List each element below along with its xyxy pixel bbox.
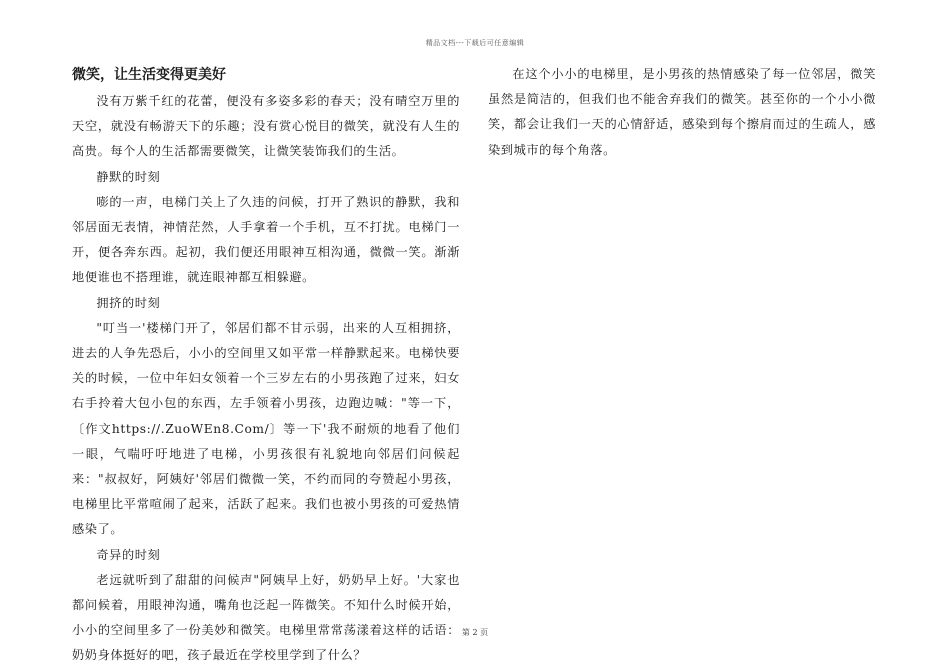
section-heading-silent: 静默的时刻: [96, 169, 161, 184]
paragraph-strange: 老远就听到了甜甜的问候声"阿姨早上好，奶奶早上好。'大家也都问候着，用眼神沟通，嘴角也泛起一阵微笑。不知什么时候开始，小小的空间里多了一份美妙和微笑。电梯里常常荡漾着这样的话语：奶奶身体挺好的吧，孩子最近在学校里学到了什么？: [72, 572, 460, 663]
section-heading-strange: 奇异的时刻: [96, 547, 161, 562]
right-column: [488, 62, 876, 163]
intro-paragraph: 没有万紫千红的花蕾，便没有多姿多彩的春天；没有晴空万里的天空，就没有畅游天下的乐趣；没有赏心悦目的微笑，就没有人生的高贵。每个人的生活都需要微笑，让微笑装饰我们的生活。: [72, 94, 460, 159]
section-heading-crowded: 拥挤的时刻: [96, 295, 161, 310]
article-title: 微笑，让生活变得更美好: [72, 67, 226, 83]
paragraph-silent: 嘭的一声，电梯门关上了久违的问候，打开了熟识的静默，我和邻居面无表情，神情茫然，人手拿着一个手机，互不打扰。电梯门一开，便各奔东西。起初，我们便还用眼神互相沟通，微微一笑。渐渐地便谁也不搭理谁，就连眼神都互相躲避。: [72, 194, 460, 285]
page-header: 精品文档---下载后可任意编辑: [425, 39, 525, 47]
page-number: 第 2 页: [461, 628, 489, 637]
conclusion-paragraph: 在这个小小的电梯里，是小男孩的热情感染了每一位邻居，微笑虽然是简洁的，但我们也不能舍弃我们的微笑。甚至你的一个小小微笑，都会让我们一天的心情舒适，感染到每个擦肩而过的生疏人，感染到城市的每个角落。: [488, 67, 876, 157]
paragraph-crowded: "叮当一'楼梯门开了，邻居们都不甘示弱，出来的人互相拥挤，进去的人争先恐后，小小的空间里又如平常一样静默起来。电梯快要关的时候，一位中年妇女领着一个三岁左右的小男孩跑了过来，妇女右手拎着大包小包的东西，左手领着小男孩，边跑边喊："等一下，〔作文https://.ZuoWEn8.Com/〕等一下'我不耐烦的地看了他们一眼，气喘吁吁地进了电梯，小男孩很有礼貌地向邻居们问候起来："叔叔好，阿姨好'邻居们微微一笑，不约而同的夸赞起小男孩，电梯里比平常喧闹了起来，活跃了起来。我们也被小男孩的可爱热情感染了。: [72, 320, 460, 537]
left-column: [72, 62, 460, 669]
